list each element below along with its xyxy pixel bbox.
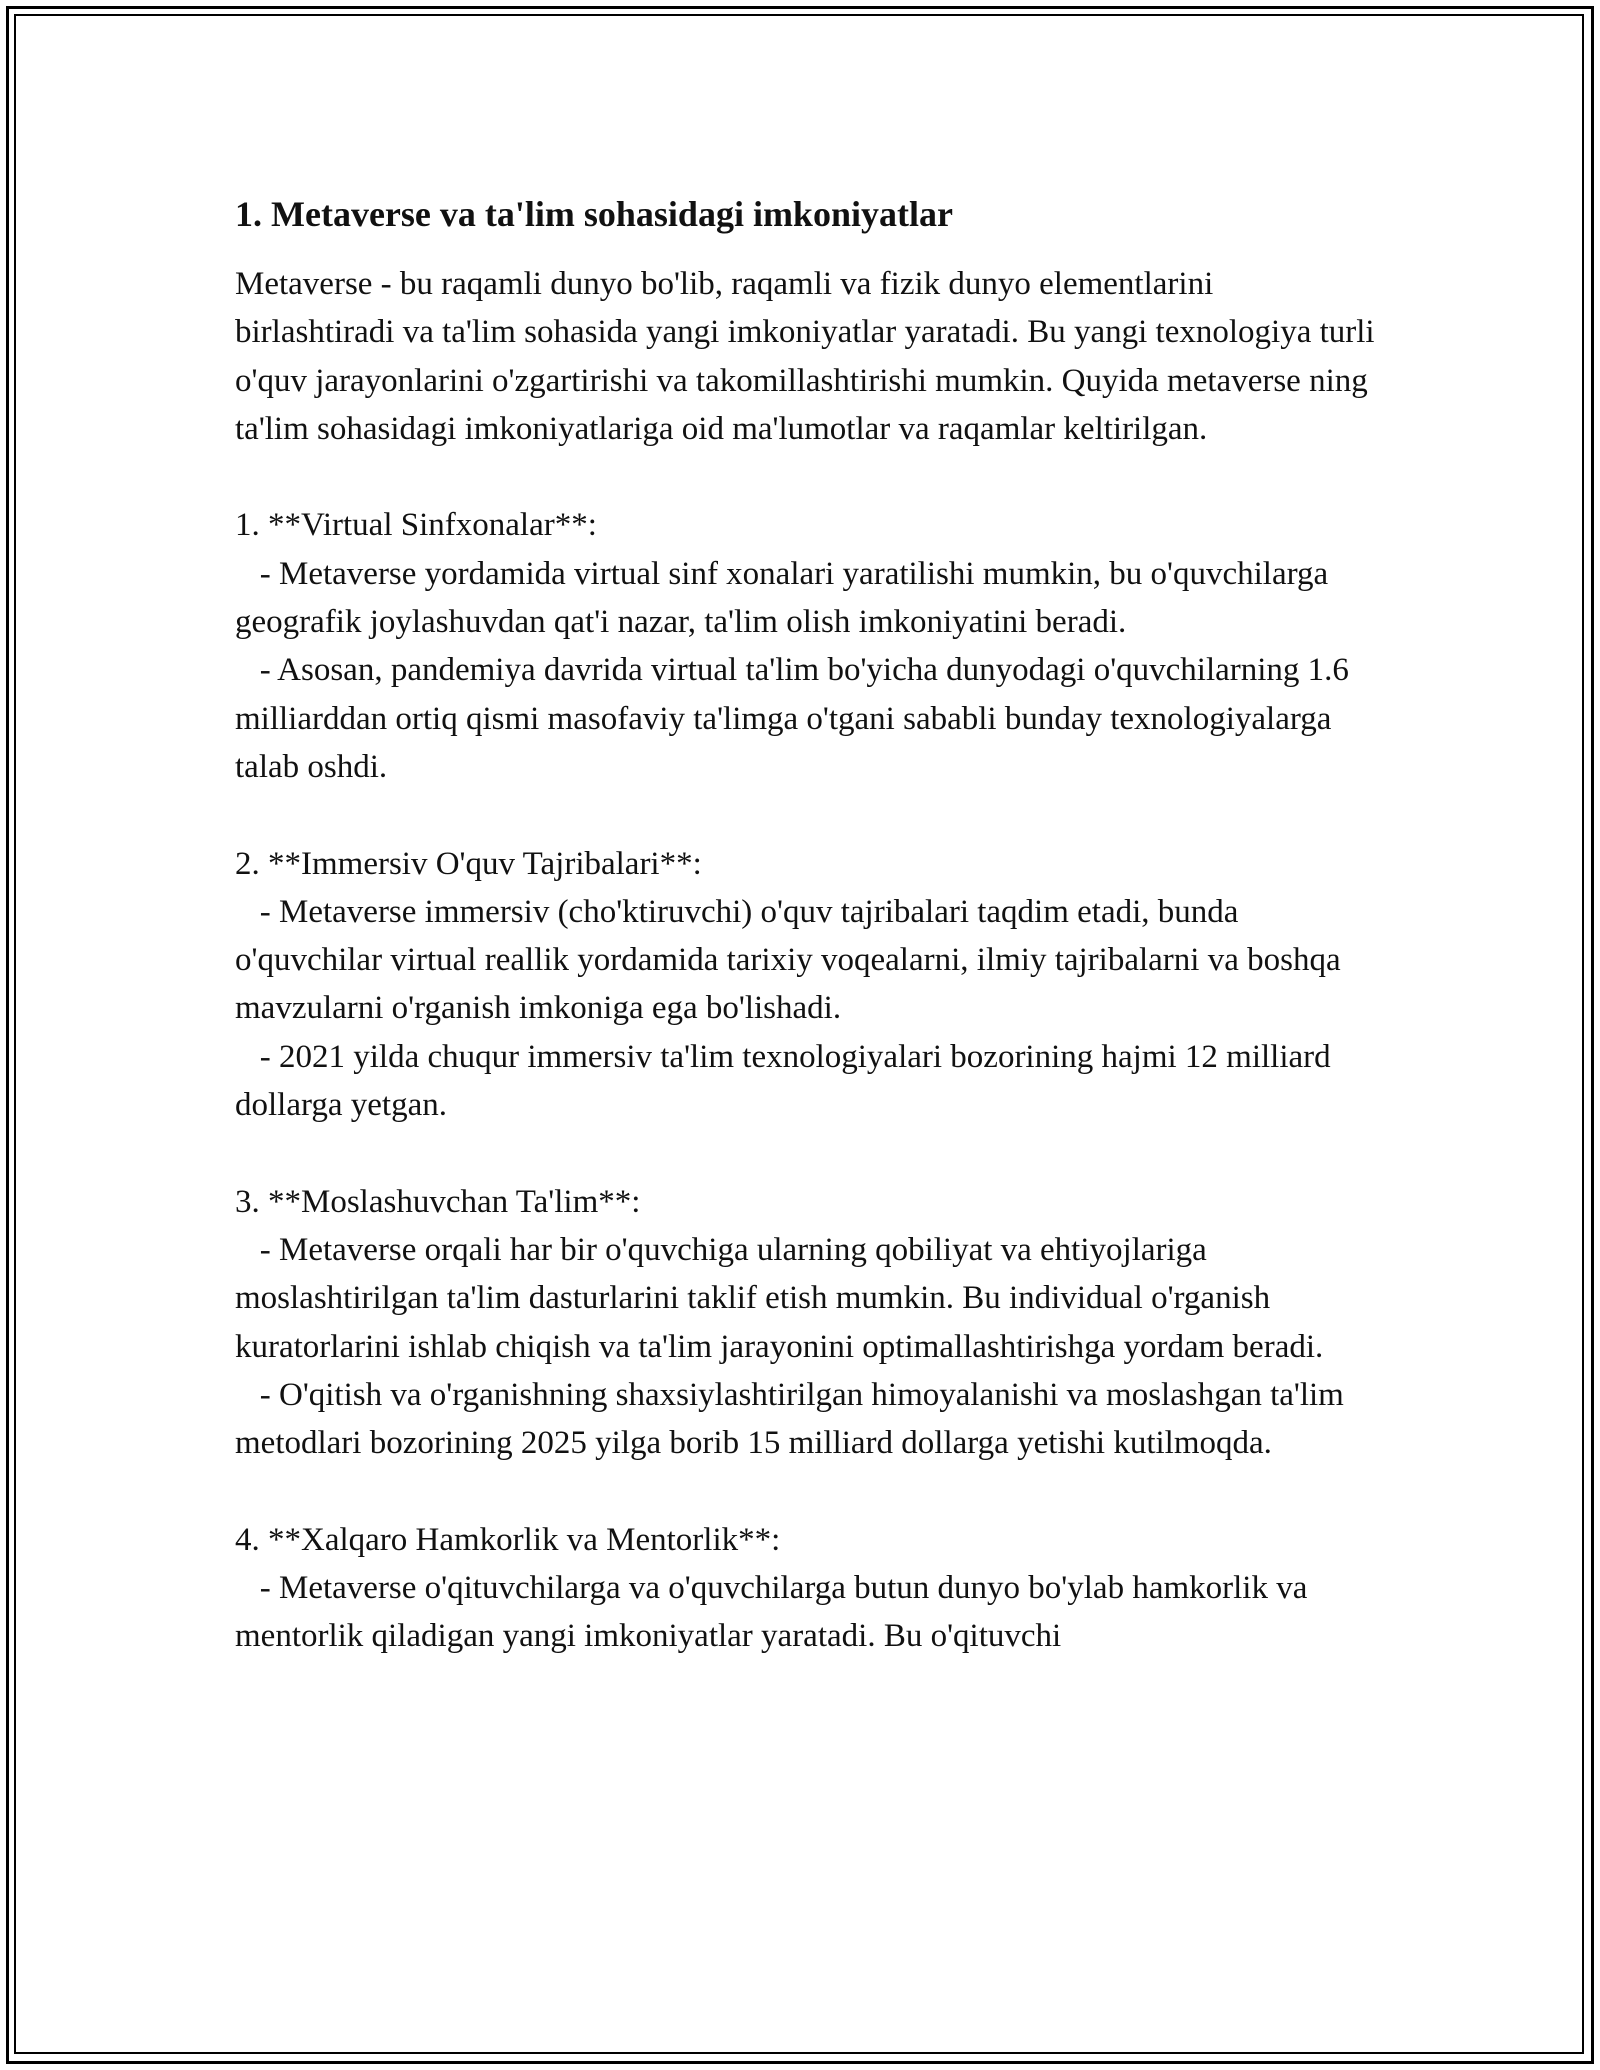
document-title: 1. Metaverse va ta'lim sohasidagi imkoniyatlar [235, 194, 953, 234]
section-bullet: - Metaverse orqali har bir o'quvchiga ularning qobiliyat va ehtiyojlariga moslashtirilgan ta'lim dasturlarini taklif etish mumkin. Bu individual o'rganish kuratorlarini ishlab chiqish va ta'lim jarayonini optimallashtirishga yordam beradi. [235, 1231, 1324, 1365]
section-bullet: - 2021 yilda chuqur immersiv ta'lim texnologiyalari bozorining hajmi 12 milliard dollarga yetgan. [235, 1038, 1339, 1124]
section-bullet: - Metaverse yordamida virtual sinf xonalari yaratilishi mumkin, bu o'quvchilarga geografik joylashuvdan qat'i nazar, ta'lim olish imkoniyatini beradi. [235, 555, 1337, 641]
document-body [235, 188, 1383, 1661]
section-heading: 1. **Virtual Sinfxonalar**: [235, 507, 597, 544]
section-heading: 4. **Xalqaro Hamkorlik va Mentorlik**: [235, 1521, 781, 1558]
section-bullet: - Metaverse o'qituvchilarga va o'quvchilarga butun dunyo bo'ylab hamkorlik va mentorlik qiladigan yangi imkoniyatlar yaratadi. Bu o'qituvchi [235, 1570, 1316, 1655]
section-spacer [235, 1129, 1375, 1177]
intro-paragraph: Metaverse - bu raqamli dunyo bo'lib, raqamli va fizik dunyo elementlarini birlashtiradi va ta'lim sohasida yangi imkoniyatlar yaratadi. Bu yangi texnologiya turli o'quv jarayonlarini o'zgartirishi va takomillashtirishi mumkin. Quyida metaverse ning ta'lim sohasidagi imkoniyatlariga oid ma'lumotlar va raqamlar keltirilgan. [235, 266, 1383, 447]
section-bullet: - Asosan, pandemiya davrida virtual ta'lim bo'yicha dunyodagi o'quvchilarning 1.6 milliarddan ortiq qismi masofaviy ta'limga o'tgani sababli bunday texnologiyalarga talab oshdi. [235, 652, 1358, 785]
section-heading: 2. **Immersiv O'quv Tajribalari**: [235, 845, 702, 882]
section-bullet: - Metaverse immersiv (cho'ktiruvchi) o'quv tajribalari taqdim etadi, bunda o'quvchilar virtual reallik yordamida tarixiy voqealarni, ilmiy tajribalarni va boshqa mavzularni o'rganish imkoniga ega bo'lishadi. [235, 893, 1349, 1027]
section-spacer [235, 453, 1375, 501]
section-spacer [235, 791, 1375, 839]
section-spacer [235, 1467, 1375, 1515]
section-heading: 3. **Moslashuvchan Ta'lim**: [235, 1183, 641, 1220]
section-bullet: - O'qitish va o'rganishning shaxsiylashtirilgan himoyalanishi va moslashgan ta'lim metodlari bozorining 2025 yilga borib 15 milliard dollarga yetishi kutilmoqda. [235, 1376, 1353, 1462]
